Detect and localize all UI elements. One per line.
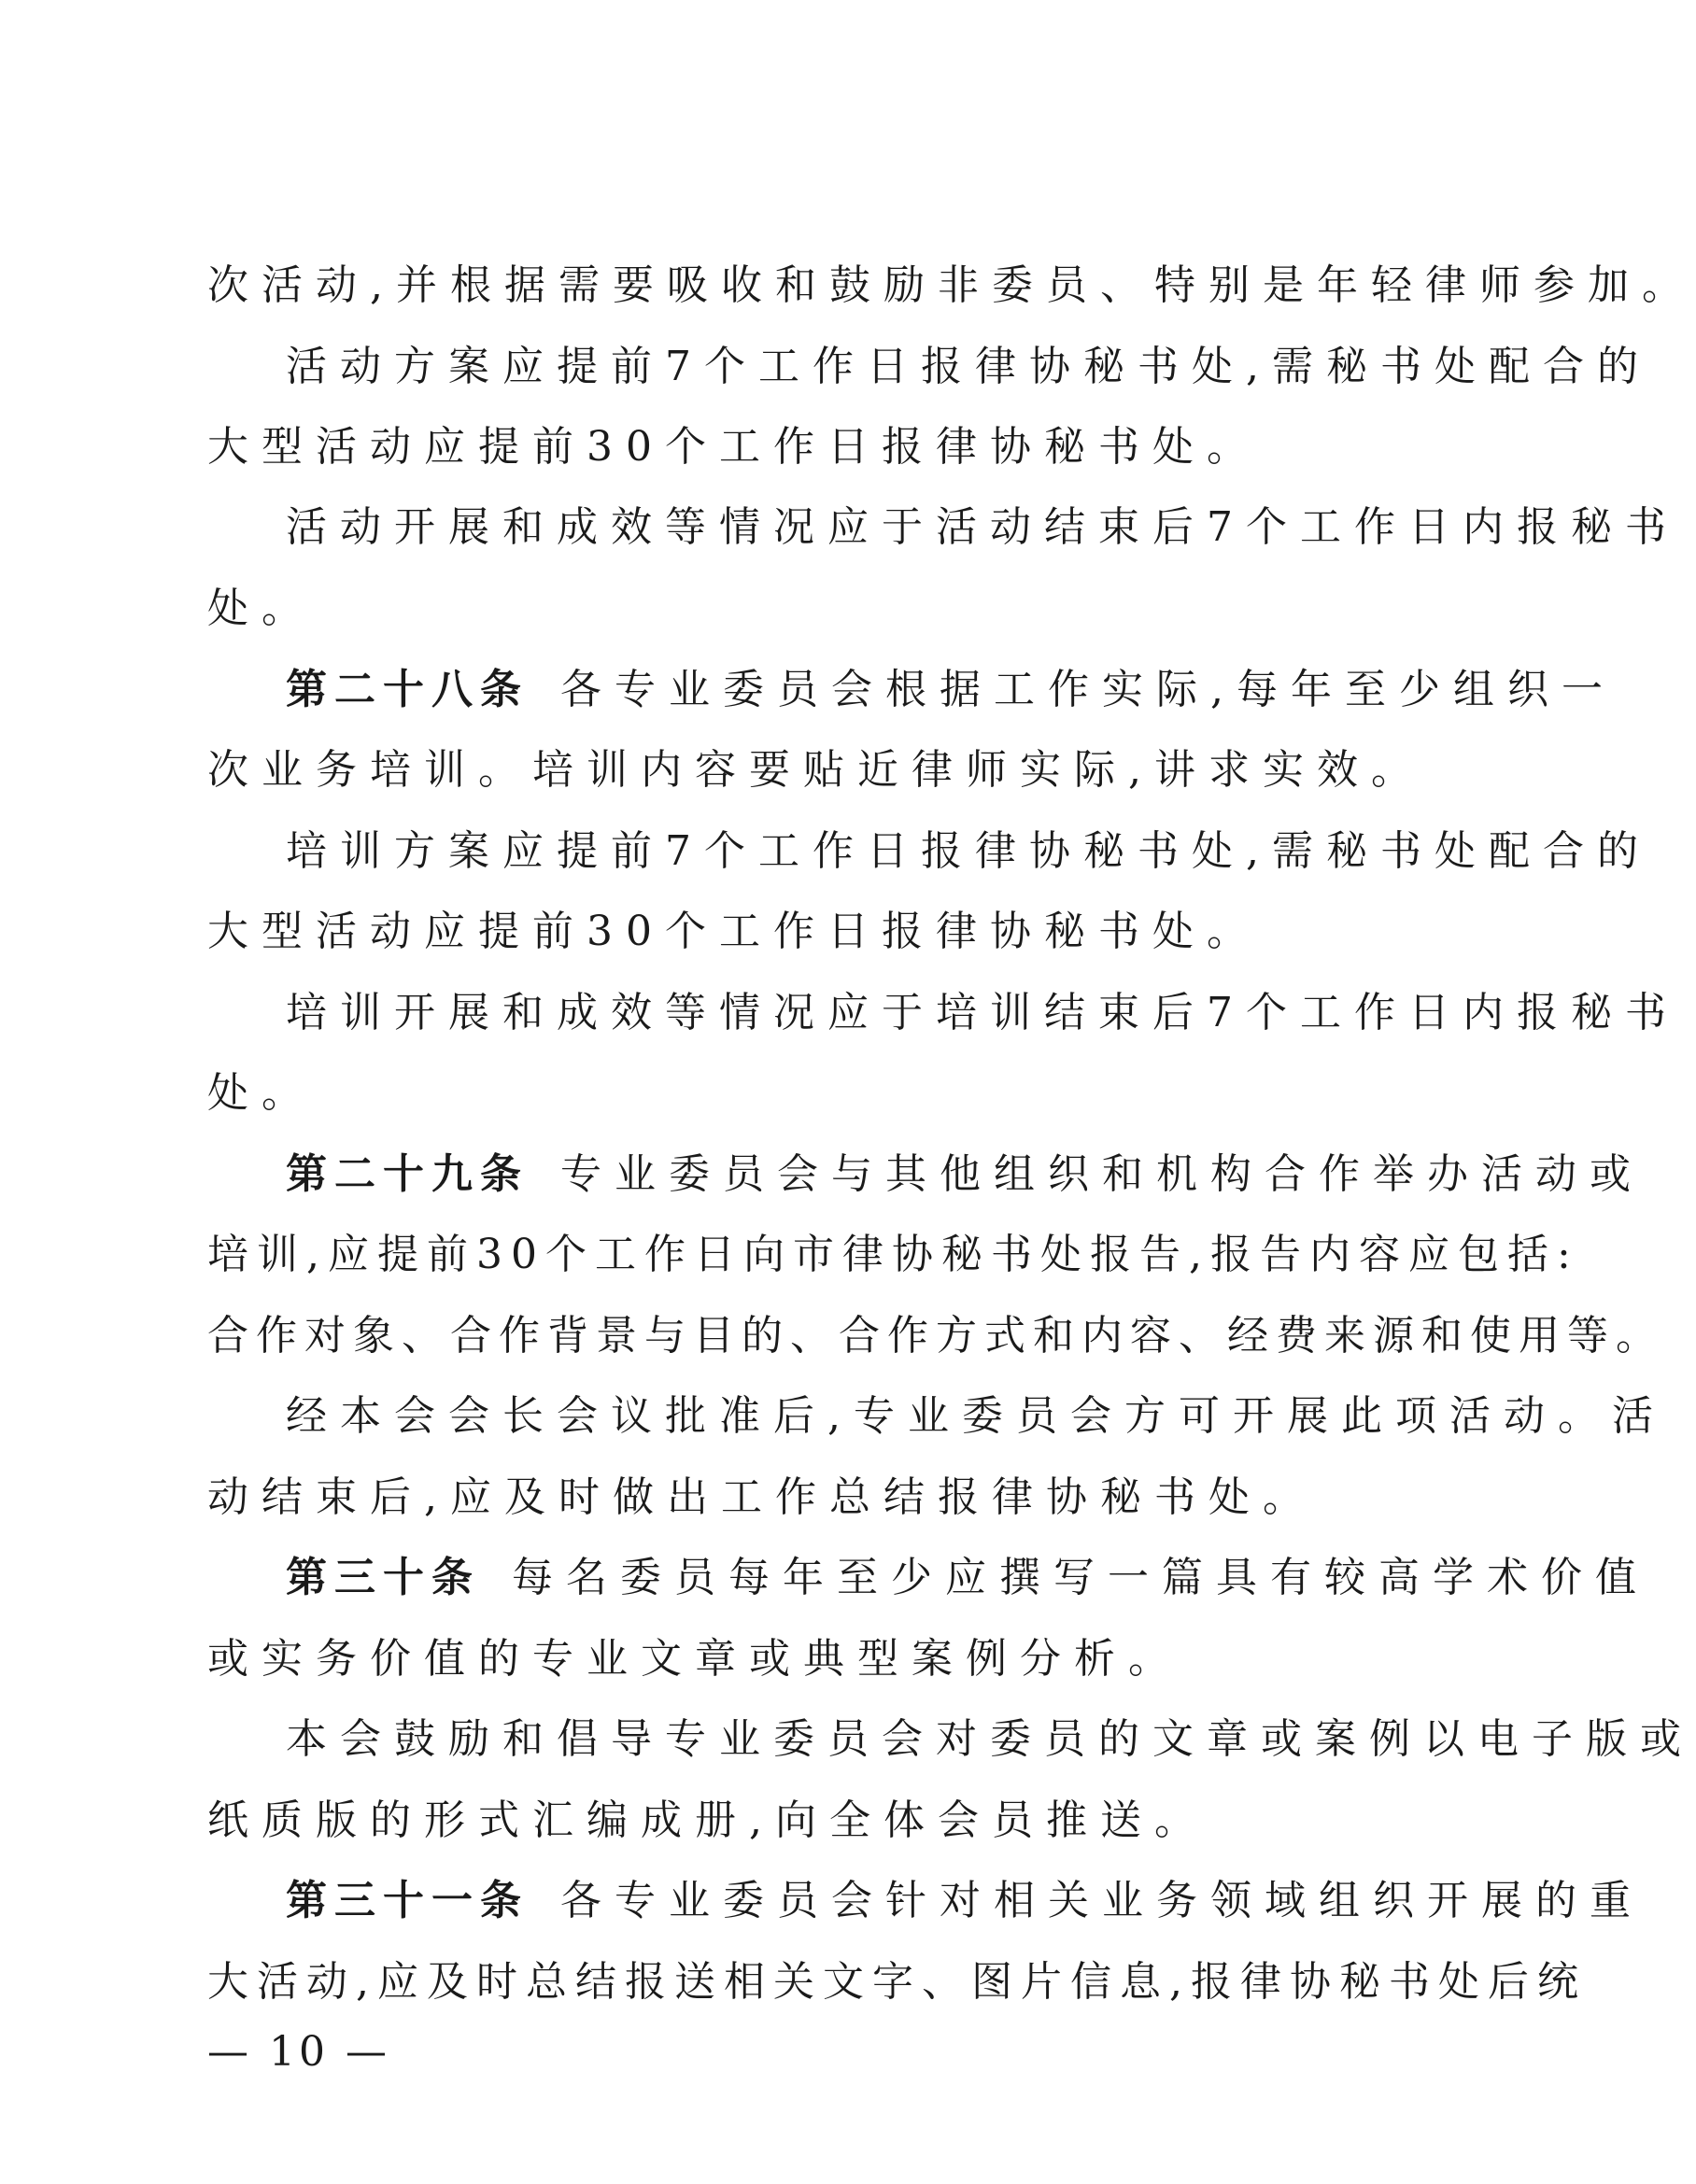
paragraph-line: 活动开展和成效等情况应于活动结束后7个工作日内报秘书	[286, 503, 1679, 551]
paragraph-line: 培训方案应提前7个工作日报律协秘书处,需秘书处配合的	[286, 827, 1651, 875]
page-number: — 10 —	[207, 2028, 390, 2076]
article-text: 各专业委员会针对相关业务领域组织开展的重	[560, 1877, 1644, 1924]
paragraph-line: 大型活动应提前30个工作日报律协秘书处。	[207, 423, 1261, 471]
article-text: 各专业委员会根据工作实际,每年至少组织一	[560, 666, 1616, 713]
paragraph-line: 处。	[207, 585, 316, 632]
article-number: 第二十九条	[286, 1150, 529, 1198]
paragraph-line: 动结束后,应及时做出工作总结报律协秘书处。	[207, 1473, 1317, 1521]
paragraph-line: 大型活动应提前30个工作日报律协秘书处。	[207, 908, 1261, 955]
paragraph-line: 处。	[207, 1069, 316, 1117]
article-30-line	[286, 1552, 1649, 1604]
article-text: 专业委员会与其他组织和机构合作举办活动或	[560, 1150, 1644, 1198]
paragraph-line: 次业务培训。培训内容要贴近律师实际,讲求实效。	[207, 746, 1425, 794]
article-29-line	[286, 1148, 1644, 1201]
paragraph-line: 经本会会长会议批准后,专业委员会方可开展此项活动。活	[286, 1392, 1666, 1440]
article-number: 第三十条	[286, 1554, 480, 1601]
article-31-line	[286, 1875, 1644, 1927]
paragraph-line: 大活动,应及时总结报送相关文字、图片信息,报律协秘书处后统	[207, 1958, 1587, 2006]
paragraph-line: 培训,应提前30个工作日向市律协秘书处报告,报告内容应包括:	[207, 1231, 1579, 1278]
paragraph-line: 培训开展和成效等情况应于培训结束后7个工作日内报秘书	[286, 989, 1679, 1036]
article-text: 每名委员每年至少应撰写一篇具有较高学术价值	[512, 1554, 1649, 1601]
paragraph-line: 或实务价值的专业文章或典型案例分析。	[207, 1635, 1182, 1683]
paragraph-line: 活动方案应提前7个工作日报律协秘书处,需秘书处配合的	[286, 343, 1651, 390]
paragraph-line: 合作对象、合作背景与目的、合作方式和内容、经费来源和使用等。	[207, 1312, 1664, 1360]
article-28-line	[286, 664, 1616, 716]
paragraph-line: 纸质版的形式汇编成册,向全体会员推送。	[207, 1797, 1208, 1844]
paragraph-line: 本会鼓励和倡导专业委员会对委员的文章或案例以电子版或	[286, 1715, 1694, 1763]
article-number: 第二十八条	[286, 666, 529, 713]
paragraph-line: 次活动,并根据需要吸收和鼓励非委员、特别是年轻律师参加。	[207, 261, 1696, 309]
article-number: 第三十一条	[286, 1877, 529, 1924]
